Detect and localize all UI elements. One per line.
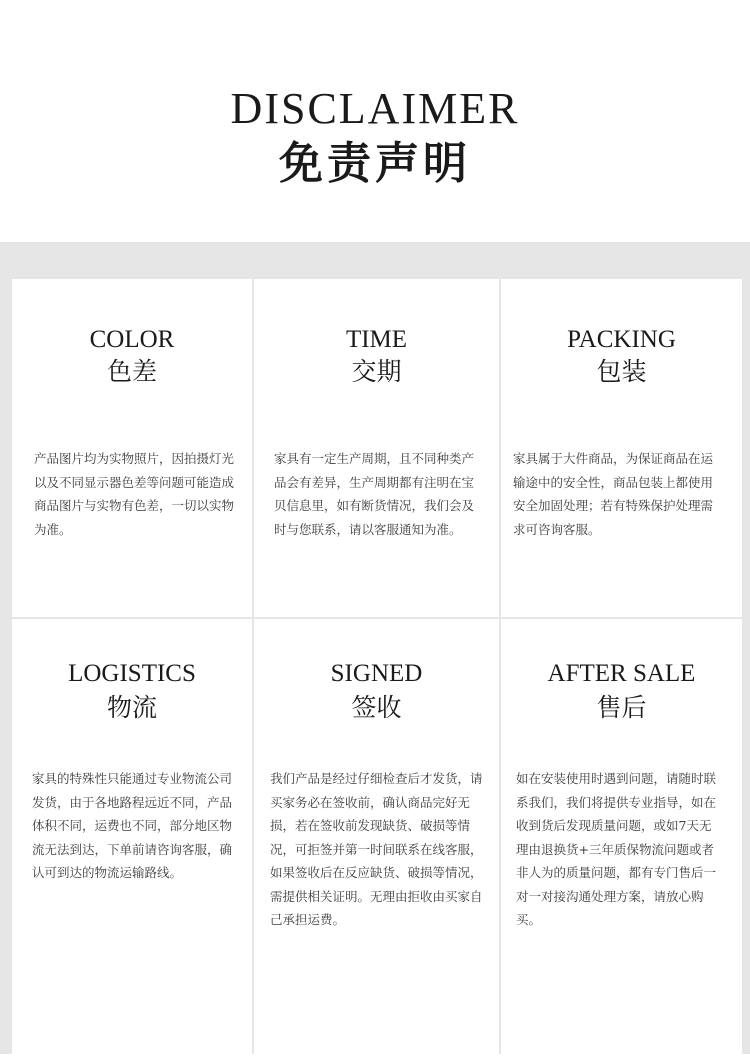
logistics-text: 家具的特殊性只能通过专业物流公司发货，由于各地路程远近不同，产品体积不同，运费也不同，部分地区物流无法到达，下单前请咨询客服，确认可到达的物流运输路线。 (32, 771, 233, 880)
color-title-en: COLOR (89, 326, 175, 353)
signed-text: 我们产品是经过仔细检查后才发货，请买家务必在签收前，确认商品完好无损，若在签收前发现缺货、破损等情况，可拒签并第一时间联系在线客服，如果签收后在反应缺货、破损等情况，需提供相关证明。无理由拒收由买家自己承担运费。 (270, 771, 483, 927)
time-text: 家具有一定生产周期，且不同种类产品会有差异，生产周期都有注明在宝贝信息里，如有断货情况，我们会及时与您联系，请以客服通知为准。 (274, 451, 475, 537)
after-sale-text: 如在安装使用时遇到问题，请随时联系我们，我们将提供专业指导，如在收到货后发现质量问题，或如7天无理由退换货+三年质保物流问题或者非人为的质量问题，都有专门售后一对一对接沟通处理方案，请放心购买。 (516, 771, 717, 927)
after-sale-title-en: AFTER SALE (547, 660, 696, 687)
after-sale-title-cn: 售后 (596, 693, 647, 722)
header (0, 0, 750, 242)
signed-card (254, 619, 499, 1057)
color-title-cn: 色差 (106, 357, 157, 386)
time-title-cn: 交期 (351, 357, 402, 386)
page-title-en: DISCLAIMER (230, 84, 520, 133)
packing-title-cn: 包装 (596, 357, 647, 386)
page-title-cn: 免责声明 (279, 138, 471, 189)
packing-card (501, 279, 742, 617)
disclaimer-grid (12, 279, 738, 1055)
packing-title-en: PACKING (567, 326, 676, 353)
logistics-title-en: LOGISTICS (68, 660, 196, 687)
signed-title-en: SIGNED (330, 660, 423, 687)
logistics-card (12, 619, 252, 1057)
after-sale-card (501, 619, 742, 1057)
color-text: 产品图片均为实物照片，因拍摄灯光以及不同显示器色差等问题可能造成商品图片与实物有色差，一切以实物为准。 (34, 451, 235, 537)
logistics-title-cn: 物流 (106, 693, 157, 722)
color-card (12, 279, 252, 617)
disclaimer-panel (0, 242, 750, 1054)
time-title-en: TIME (345, 326, 408, 353)
time-card (254, 279, 499, 617)
signed-title-cn: 签收 (351, 693, 402, 722)
packing-text: 家具属于大件商品，为保证商品在运输途中的安全性，商品包装上都使用安全加固处理；若有特殊保护处理需求可咨询客服。 (513, 451, 714, 537)
